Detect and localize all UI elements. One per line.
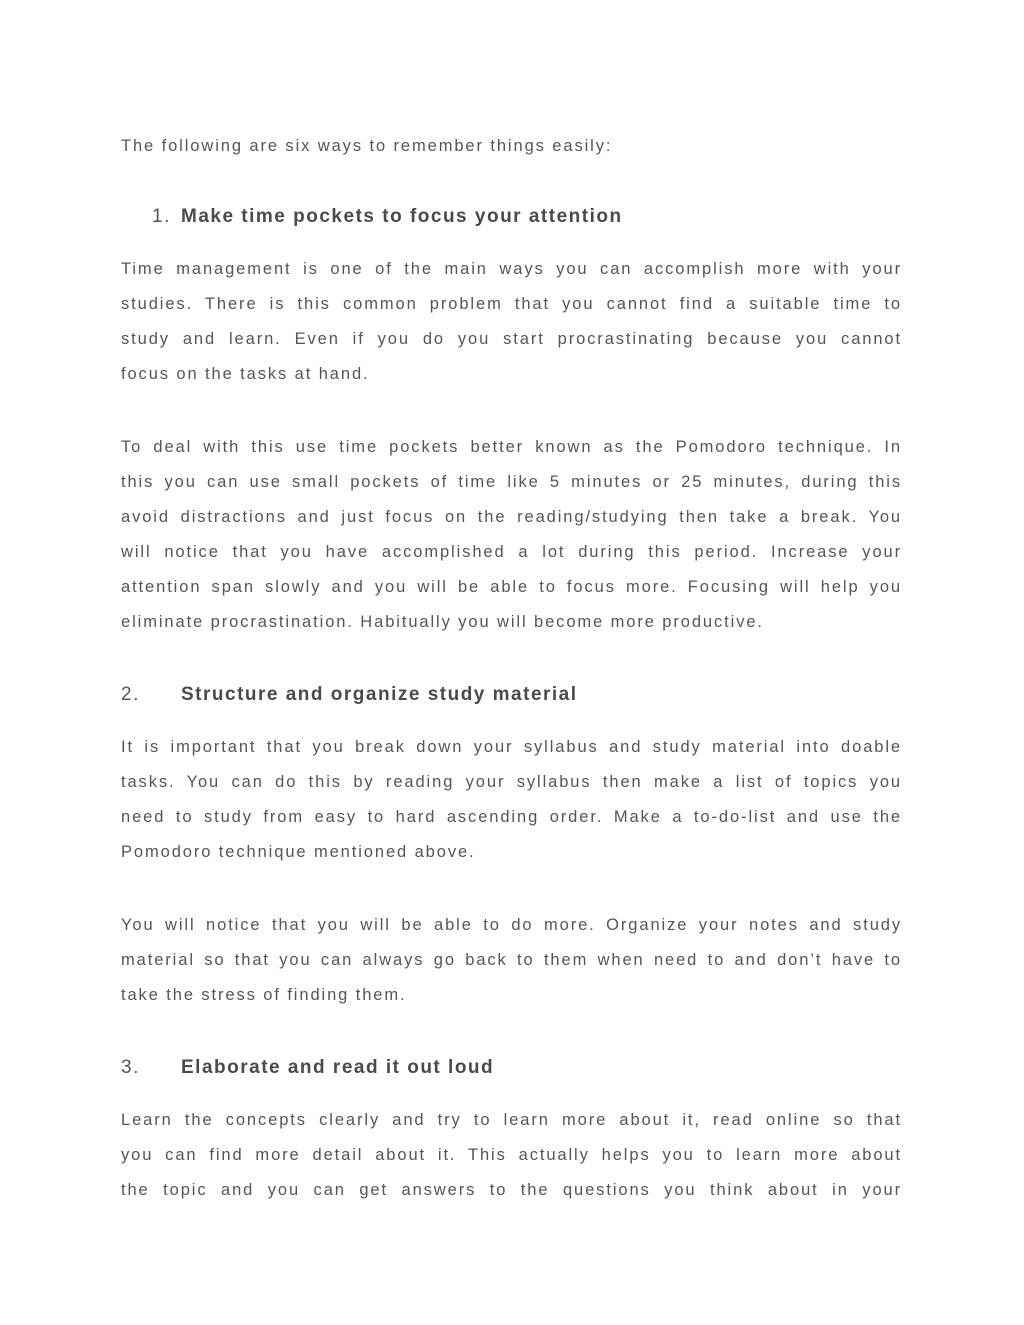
section-number: 2. <box>121 684 140 705</box>
paragraph-line: avoid distractions and just focus on the reading/studying then take a break. You <box>121 508 902 526</box>
paragraph-line: take the stress of finding them. <box>121 986 407 1004</box>
paragraph-line: attention span slowly and you will be able to focus more. Focusing will help you <box>121 578 902 596</box>
paragraph-line: study and learn. Even if you do you start procrastinating because you cannot <box>121 330 902 348</box>
paragraph-line: studies. There is this common problem that you cannot find a suitable time to <box>121 295 902 313</box>
section-heading-2 <box>121 682 902 708</box>
paragraph-line: You will notice that you will be able to do more. Organize your notes and study <box>121 916 902 934</box>
section-title: Structure and organize study material <box>181 684 578 705</box>
paragraph-line: will notice that you have accomplished a lot during this period. Increase your <box>121 543 902 561</box>
paragraph-line: Time management is one of the main ways you can accomplish more with your <box>121 260 902 278</box>
section-heading-3 <box>121 1055 902 1081</box>
section-number: 1. <box>152 206 171 227</box>
paragraph-line: tasks. You can do this by reading your syllabus then make a list of topics you <box>121 773 902 791</box>
section-heading-1 <box>121 204 902 230</box>
paragraph-1-2 <box>121 430 902 640</box>
paragraph-1-1 <box>121 252 902 392</box>
paragraph-2-1 <box>121 730 902 870</box>
document-page <box>121 0 902 1325</box>
paragraph-line: need to study from easy to hard ascending order. Make a to-do-list and use the <box>121 808 902 826</box>
section-number: 3. <box>121 1057 140 1078</box>
paragraph-line: the topic and you can get answers to the questions you think about in your <box>121 1181 902 1199</box>
paragraph-line: focus on the tasks at hand. <box>121 365 370 383</box>
paragraph-line: material so that you can always go back to them when need to and don’t have to <box>121 951 902 969</box>
paragraph-3-1 <box>121 1103 902 1208</box>
paragraph-line: you can find more detail about it. This actually helps you to learn more about <box>121 1146 902 1164</box>
paragraph-line: Pomodoro technique mentioned above. <box>121 843 476 861</box>
paragraph-line: To deal with this use time pockets better known as the Pomodoro technique. In <box>121 438 902 456</box>
section-title: Make time pockets to focus your attention <box>181 206 623 227</box>
paragraph-line: this you can use small pockets of time like 5 minutes or 25 minutes, during this <box>121 473 902 491</box>
paragraph-2-2 <box>121 908 902 1013</box>
section-title: Elaborate and read it out loud <box>181 1057 495 1078</box>
paragraph-line: eliminate procrastination. Habitually you will become more productive. <box>121 613 764 631</box>
intro-text: The following are six ways to remember things easily: <box>121 137 613 155</box>
paragraph-line: Learn the concepts clearly and try to learn more about it, read online so that <box>121 1111 902 1129</box>
paragraph-line: It is important that you break down your syllabus and study material into doable <box>121 738 902 756</box>
